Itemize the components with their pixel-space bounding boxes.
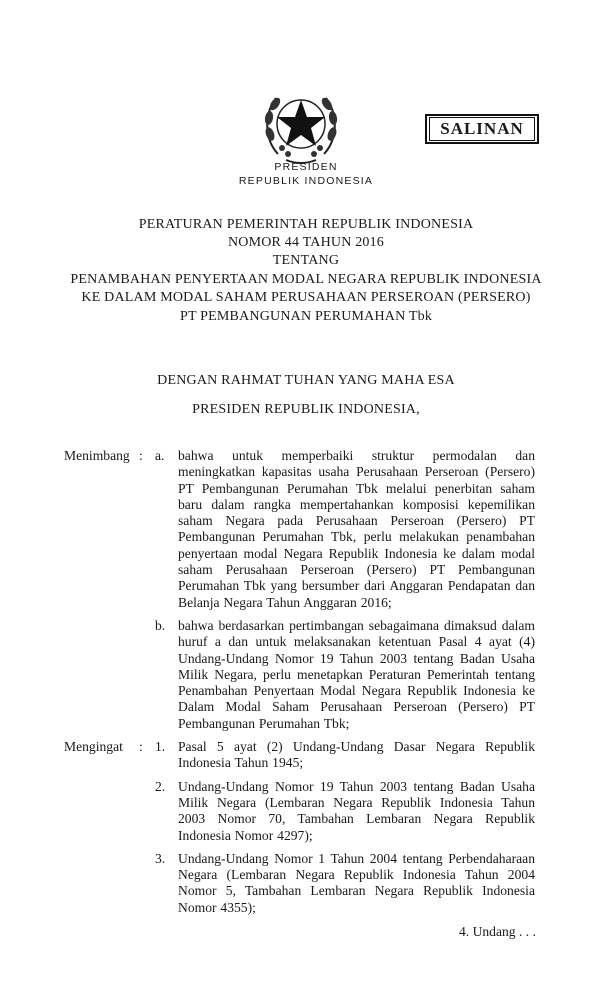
mengingat-item	[155, 739, 535, 772]
item-marker: 3.	[155, 850, 166, 866]
regulation-subject-line1: PENAMBAHAN PENYERTAAN MODAL NEGARA REPUBLIK INDONESIA	[70, 272, 542, 287]
preamble-grace: DENGAN RAHMAT TUHAN YANG MAHA ESA	[157, 373, 455, 388]
salinan-label: SALINAN	[429, 117, 535, 141]
item-text: bahwa berdasarkan pertimbangan sebagaimana dimaksud dalam huruf a dan untuk melaksanakan ketentuan Pasal 4 ayat (4) Undang-Undang Nomor 19 Tahun 2003 tentang Badan Usaha Milik Negara, perlu menetapkan Peraturan Pemerintah tentang Penambahan Penyertaan Modal Negara Republik Indonesia ke Dalam Modal Saham Perusahaan Perseroan (Persero) PT Pembangunan Perumahan Tbk;	[178, 617, 535, 731]
menimbang-item	[155, 618, 535, 732]
mengingat-item	[155, 851, 535, 916]
item-text: Undang-Undang Nomor 19 Tahun 2003 tentang Badan Usaha Milik Negara (Lembaran Negara Republik Indonesia Tahun 2003 Nomor 70, Tambahan Lembaran Negara Republik Indonesia Nomor 4297);	[178, 778, 535, 843]
item-text: bahwa untuk memperbaiki struktur permodalan dan meningkatkan kapasitas usaha Perusahaan Perseroan (Persero) PT Pembangunan Perumahan Tbk melalui penerbitan saham baru dalam rangka mempertahankan komposisi kepemilikan saham Negara pada Perusahaan Perseroan (Persero) PT Pembangunan Perumahan Tbk, perlu melakukan penambahan penyertaan modal Negara Republik Indonesia ke dalam modal saham Perusahaan Perseroan (Persero) PT Pembangunan Perumahan Tbk yang bersumber dari Anggaran Pendapatan dan Belanja Negara Tahun Anggaran 2016;	[178, 448, 535, 610]
item-marker: 1.	[155, 739, 166, 755]
regulation-subject-line3: PT PEMBANGUNAN PERUMAHAN Tbk	[179, 309, 433, 324]
president-heading: PRESIDEN	[274, 161, 338, 173]
salinan-stamp	[425, 114, 539, 144]
garuda-emblem-icon	[256, 84, 346, 168]
regulation-number: NOMOR 44 TAHUN 2016	[227, 235, 385, 250]
menimbang-item	[155, 448, 535, 611]
item-text: Undang-Undang Nomor 1 Tahun 2004 tentang Perbendaharaan Negara (Lembaran Negara Republik Indonesia Tahun 2004 Nomor 5, Tambahan Lembaran Negara Republik Indonesia Nomor 4355);	[178, 850, 535, 915]
mengingat-colon: :	[139, 739, 143, 755]
mengingat-item	[155, 779, 535, 844]
page-continuation: 4. Undang . . .	[458, 924, 536, 940]
menimbang-colon: :	[139, 448, 143, 463]
menimbang-section	[64, 448, 544, 732]
regulation-title: PERATURAN PEMERINTAH REPUBLIK INDONESIA	[138, 217, 474, 232]
preamble-president: PRESIDEN REPUBLIK INDONESIA,	[192, 402, 420, 417]
item-marker: 2.	[155, 778, 166, 794]
menimbang-label: Menimbang	[64, 448, 130, 463]
mengingat-section	[64, 739, 544, 916]
mengingat-label: Mengingat	[64, 739, 123, 755]
document-body	[64, 448, 544, 940]
republic-heading: REPUBLIK INDONESIA	[238, 175, 374, 187]
regulation-subject-line2: KE DALAM MODAL SAHAM PERUSAHAAN PERSEROAN (PERSERO)	[81, 290, 531, 305]
item-text: Pasal 5 ayat (2) Undang-Undang Dasar Negara Republik Indonesia Tahun 1945;	[178, 739, 535, 771]
item-marker: b.	[155, 617, 166, 633]
regulation-about: TENTANG	[272, 253, 340, 268]
item-marker: a.	[155, 448, 165, 463]
